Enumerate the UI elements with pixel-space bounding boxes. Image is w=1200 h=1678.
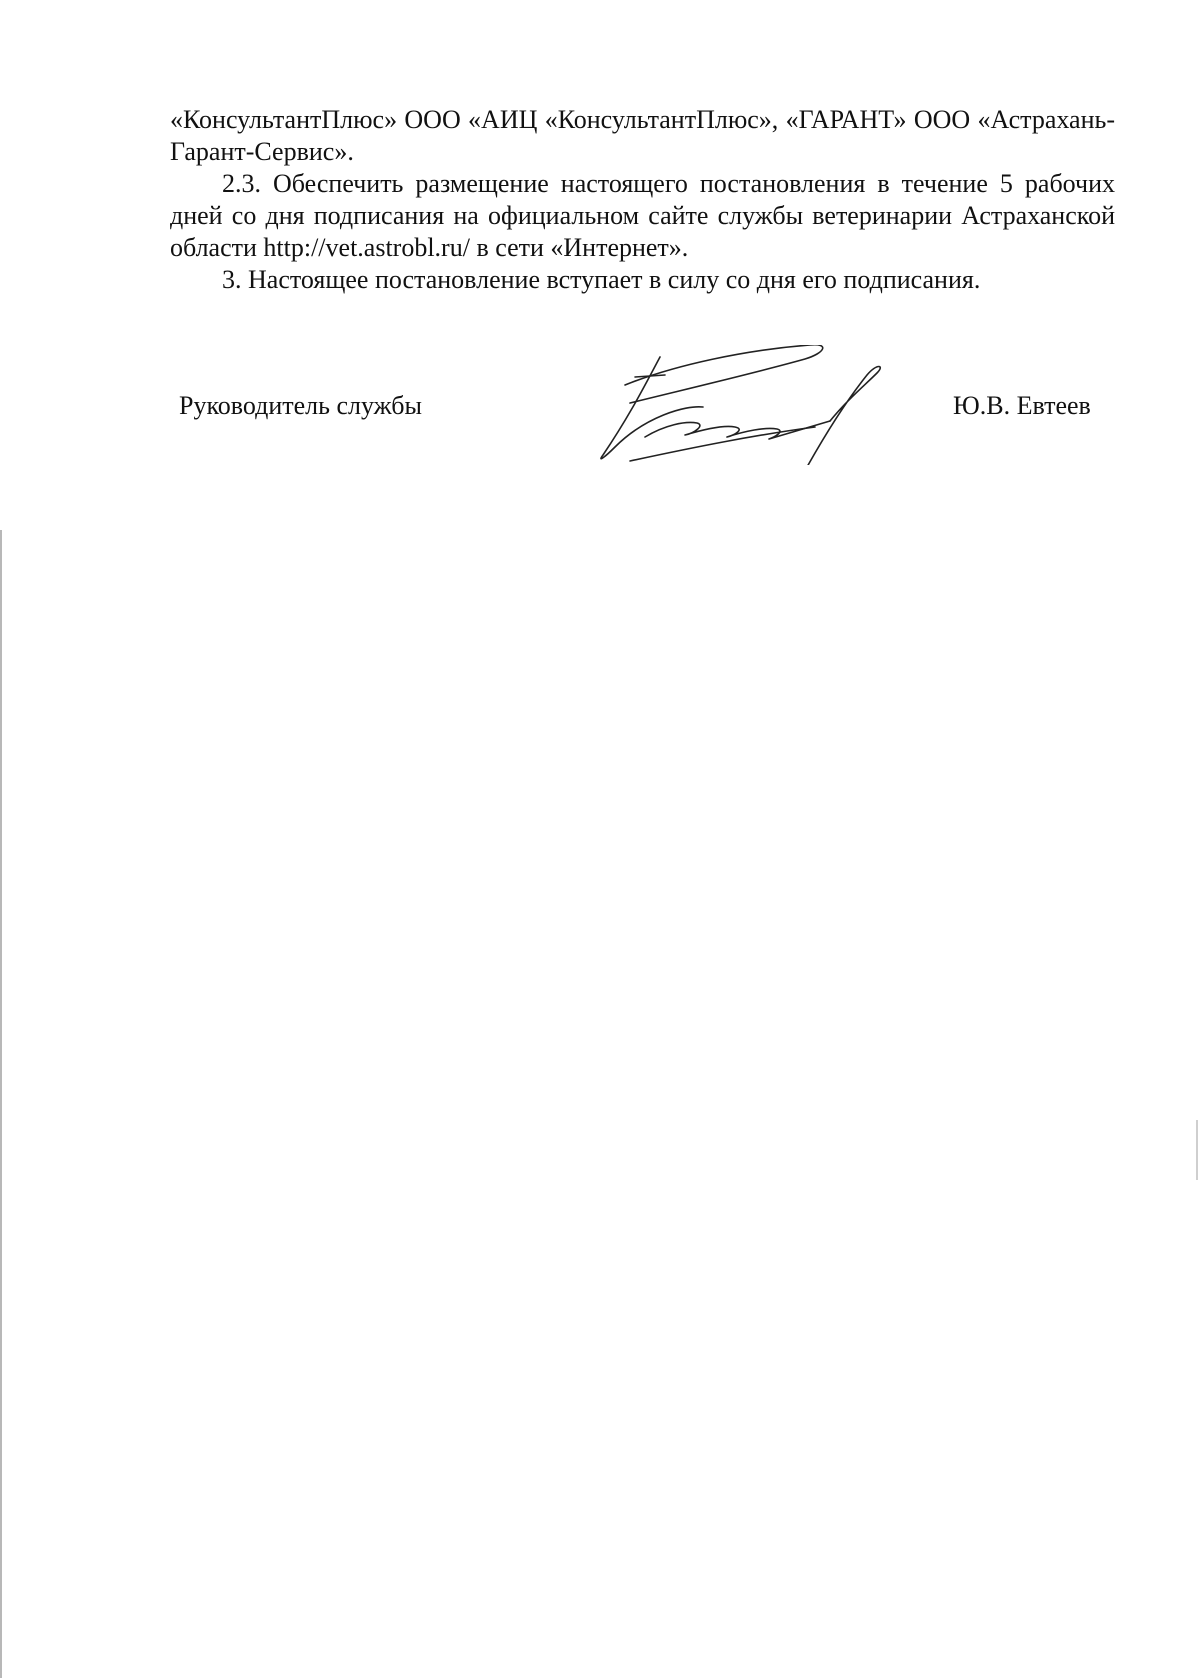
signatory-position: Руководитель службы bbox=[179, 391, 422, 420]
signatory-name: Ю.В. Евтеев bbox=[953, 391, 1091, 420]
scan-edge-mark bbox=[1196, 1120, 1198, 1180]
paragraph-3: 3. Настоящее постановление вступает в силу со дня его подписания. bbox=[222, 265, 981, 294]
scan-edge-line bbox=[0, 530, 2, 1678]
document-body bbox=[170, 104, 1115, 296]
handwritten-signature bbox=[585, 345, 895, 465]
paragraph-continuation: «КонсультантПлюс» ООО «АИЦ «КонсультантПлюс», «ГАРАНТ» ООО «Астрахань-Гарант-Сервис». bbox=[170, 105, 1115, 166]
paragraph-2-3: 2.3. Обеспечить размещение настоящего постановления в течение 5 рабочих дней со дня подписания на официальном сайте службы ветеринарии Астраханской области http://vet.astrobl.ru/ в сети «Интернет». bbox=[170, 169, 1115, 262]
